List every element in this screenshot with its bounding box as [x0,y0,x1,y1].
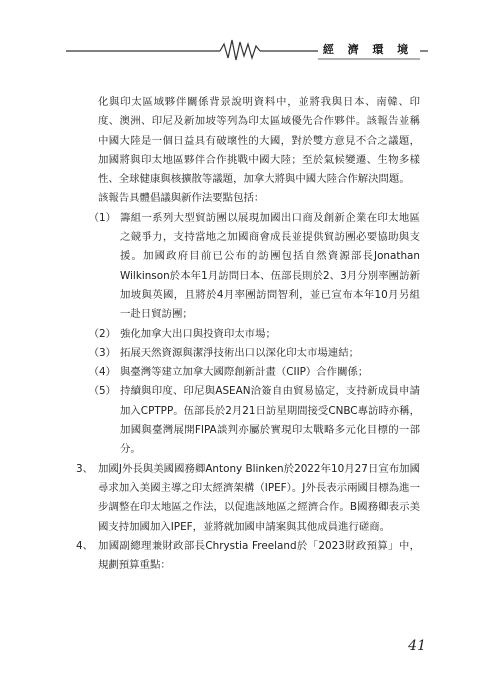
list-text: 持續與印度、印尼與ASEAN洽簽自由貿易協定，支持新成員申請加入CPTPP。伍部長於2月21日訪星期間接受CNBC專訪時亦稱，加國與臺灣展開FIPA談判亦屬於實現印太戰略多元化目標的一部分。 [120,385,420,456]
list-number: （5） [88,385,116,398]
paragraph-text: 加國副總理兼財政部長Chrystia Freeland於「2023財政預算」中，規劃預算重點： [98,539,420,572]
list-text: 拓展天然資源與潔淨技術出口以深化印太市場連結； [120,346,359,359]
paragraph-text: 加國J外長與美國國務卿Antony Blinken於2022年10月27日宣布加國尋求加入美國主導之印太經濟架構（IPEF）。J外長表示兩國目標為進一步調整在印太地區之作法，以促進該地區之經濟合作。B國務卿表示美國支持加國加入IPEF，並將就加國申請案與其他成員進行磋商。 [98,462,420,533]
list-number: （2） [88,327,116,340]
list-item [80,382,420,459]
paragraph-number: 3、 [76,462,94,475]
list-item [80,325,420,344]
list-item [80,209,420,325]
paragraph-number: 4、 [76,539,94,552]
list-number: （1） [88,211,116,224]
list-text: 籌組一系列大型貿訪團以展現加國出口商及創新企業在印太地區之競爭力，支持當地之加國商會成長並提供貿訪團必要協助與支援。加國政府目前已公布的訪團包括自然資源部長Jonathan Wilkinson於本年1月訪問日本、伍部長則於2、3月分別率團訪新加坡與英國，且將於4月率團訪問智利，並已宣布本年10月另組一赴日貿訪團； [120,211,420,321]
list-text: 與臺灣等建立加拿大國際創新計畫（CIIP）合作關係； [120,366,369,379]
numbered-paragraphs [76,460,420,576]
page-header [0,0,480,80]
intro-paragraph: 化與印太區域夥伴關係背景說明資料中，並將我與日本、南韓、印度、澳洲、印尼及新加坡等列為印太區域優先合作夥伴。該報告並稱中國大陸是一個日益具有破壞性的大國，對於雙方意見不合之議題，加國將與印太地區夥伴合作挑戰中國大陸；至於氣候變遷、生物多樣性、全球健康與核擴散等議題，加拿大將與中國大陸合作解決問題。 [98,96,420,186]
list-number: （4） [88,366,116,379]
document-body [76,93,420,575]
section-tag: 經 濟 環 境 [322,43,414,56]
list-text: 強化加拿大出口與投資印太市場； [120,327,276,340]
page-number: 41 [408,638,426,654]
initiative-list [88,209,420,460]
numbered-paragraph [76,537,420,576]
list-item [80,344,420,363]
header-ekg-line [0,0,480,80]
intro-paragraph-2: 該報告具體倡議與新作法要點包括： [98,192,265,205]
numbered-paragraph [76,460,420,537]
list-item [80,363,420,382]
list-number: （3） [88,346,116,359]
